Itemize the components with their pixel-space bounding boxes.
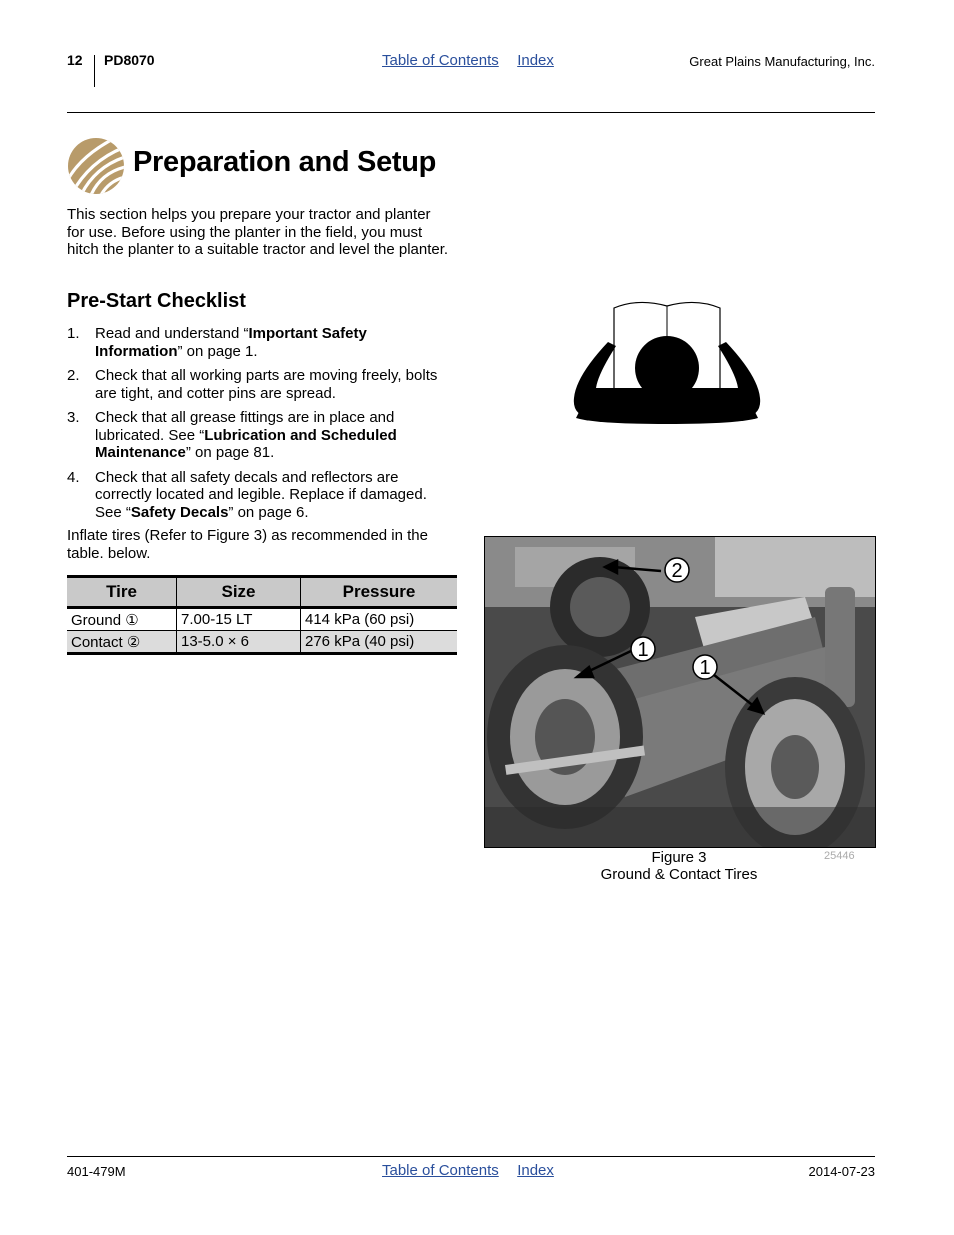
table-header: Pressure (301, 577, 458, 608)
list-item: 4. Check that all safety decals and reflectors are correctly located and legible. Replace if damaged. See “Safety Decals” on page 6. (67, 468, 427, 521)
model-name: PD8070 (104, 52, 155, 68)
inflate-paragraph: Inflate tires (Refer to Figure 3) as recommended in the table. below. (67, 527, 428, 562)
header-divider (94, 55, 95, 87)
page-number: 12 (67, 52, 83, 68)
callout-label: 1 (699, 657, 711, 679)
read-manual-icon (568, 290, 766, 430)
table-header: Tire (67, 577, 177, 608)
table-header: Size (177, 577, 301, 608)
toc-link[interactable]: Table of Contents (382, 52, 499, 69)
ground-contact-tires-photo (484, 536, 876, 848)
header-rule (67, 112, 875, 113)
header-nav (382, 52, 568, 70)
index-link[interactable]: Index (517, 1162, 554, 1179)
footer-rule (67, 1156, 875, 1157)
section-title: Preparation and Setup (133, 146, 437, 178)
list-item: 2. Check that all working parts are moving freely, bolts are tight, and cotter pins are spread. (67, 367, 438, 402)
list-item: 1. Read and understand “Important Safety Information” on page 1. (67, 325, 367, 360)
callout-label: 2 (671, 560, 683, 582)
publish-date: 2014-07-23 (808, 1164, 875, 1179)
tire-pressure-table (67, 575, 457, 655)
figure-caption: Figure 3 Ground & Contact Tires (600, 849, 758, 883)
image-number: 25446 (824, 850, 855, 862)
xref-link[interactable]: Important Safety Information (95, 325, 367, 360)
index-link[interactable]: Index (517, 52, 554, 69)
table-row: Contact ② 13-5.0 × 6 276 kPa (40 psi) (67, 631, 457, 654)
checklist-heading: Pre-Start Checklist (67, 290, 246, 312)
xref-link[interactable]: Safety Decals (130, 503, 229, 521)
intro-paragraph: This section helps you prepare your tractor and planter for use. Before using the planter in the field, you must hitch the planter to a suitable tractor and level the planter. (67, 206, 449, 258)
company-name: Great Plains Manufacturing, Inc. (689, 54, 875, 69)
xref-link[interactable]: Lubrication and Scheduled Maintenance (95, 426, 397, 461)
callout-label: 1 (637, 639, 649, 661)
doc-number: 401-479M (67, 1164, 126, 1179)
footer-nav (382, 1162, 568, 1180)
toc-link[interactable]: Table of Contents (382, 1162, 499, 1179)
table-row: Ground ① 7.00-15 LT 414 kPa (60 psi) (67, 608, 457, 631)
list-item: 3. Check that all grease fittings are in place and lubricated. See “Lubrication and Scheduled Maintenance” on page 81. (67, 409, 397, 461)
great-plains-logo-icon (67, 137, 125, 195)
checklist (67, 325, 457, 528)
